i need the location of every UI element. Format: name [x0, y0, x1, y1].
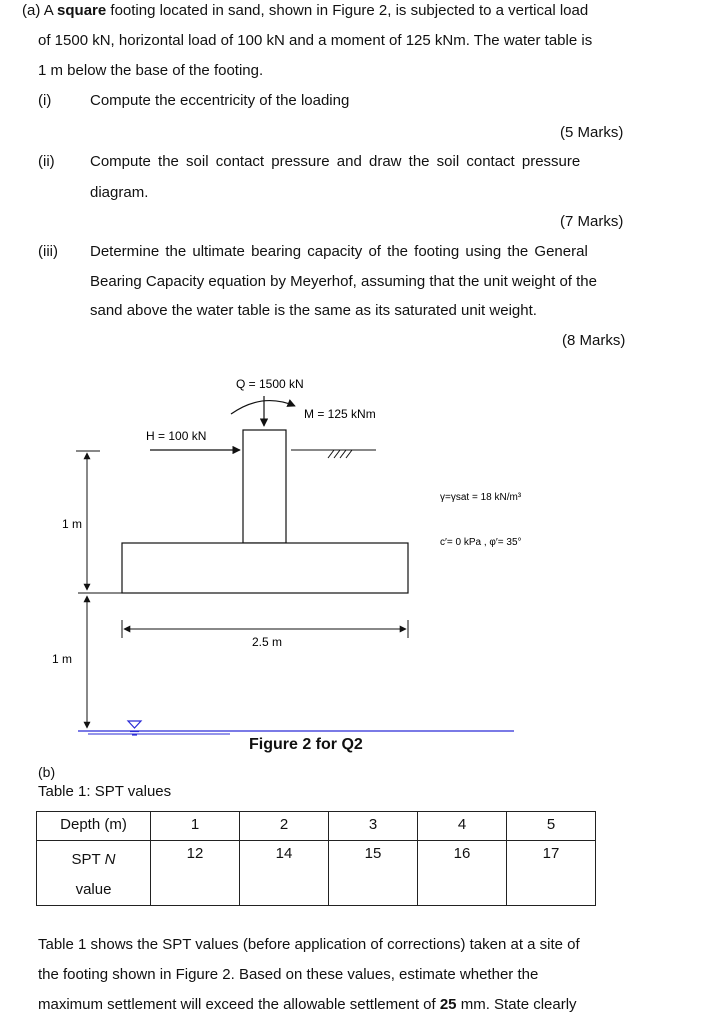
depth-cell: 5	[507, 812, 596, 841]
part-a-line1-pre: A	[43, 2, 58, 19]
part-b-para-line-2: the footing shown in Figure 2. Based on these values, estimate whether the	[38, 966, 539, 983]
spt-cell: 16	[418, 841, 507, 906]
part-a-line1-post: footing located in sand, shown in Figure 2, is subjected to a vertical load	[106, 2, 589, 19]
ground-hatching	[328, 450, 352, 458]
depth-1-label: 1 m	[62, 517, 83, 531]
depth-cell: 2	[240, 812, 329, 841]
width-label: 2.5 m	[252, 635, 283, 649]
spt-table	[36, 811, 596, 906]
depth-header: Depth (m)	[37, 812, 151, 841]
moment-arrow	[231, 401, 295, 414]
spt-header-line-2: value	[75, 881, 112, 898]
spt-cell: 12	[151, 841, 240, 906]
spt-header-line-1: SPT N	[71, 851, 116, 868]
item-ii-marks: (7 Marks)	[560, 213, 624, 230]
unit-weight-label: γ=γsat = 18 kN/m³	[440, 492, 522, 503]
part-a-line-2: of 1500 kN, horizontal load of 100 kN and a moment of 125 kNm. The water table is	[38, 32, 593, 49]
table-row	[37, 812, 596, 841]
para-line3-post: mm. State clearly	[456, 996, 577, 1013]
part-a-label: (a)	[22, 2, 41, 19]
item-i-number: (i)	[38, 92, 52, 109]
item-iii-number: (iii)	[38, 243, 58, 260]
figure-caption: Figure 2 for Q2	[249, 736, 363, 753]
spt-cell: 15	[329, 841, 418, 906]
part-a-line-3: 1 m below the base of the footing.	[38, 62, 264, 79]
item-i-marks: (5 Marks)	[560, 124, 624, 141]
water-table-icon	[128, 721, 141, 735]
depth-cell: 4	[418, 812, 507, 841]
part-b-para-line-1: Table 1 shows the SPT values (before application of corrections) taken at a site of	[38, 936, 580, 953]
footing-column	[243, 430, 286, 543]
table-title: Table 1: SPT values	[38, 783, 172, 800]
part-b-para-line-3	[38, 996, 577, 1013]
settlement-value: 25	[439, 996, 457, 1013]
item-iii-text-2: Bearing Capacity equation by Meyerhof, assuming that the unit weight of the	[90, 273, 597, 290]
depth-cell: 3	[329, 812, 418, 841]
square-emphasis: square	[57, 2, 107, 19]
h-load-label: H = 100 kN	[146, 429, 207, 443]
spt-cell: 17	[507, 841, 596, 906]
depth-2-label: 1 m	[52, 652, 73, 666]
part-a-line-1	[22, 2, 588, 19]
spt-cell: 14	[240, 841, 329, 906]
footing-base	[122, 543, 408, 593]
item-iii-text-3: sand above the water table is the same as its saturated unit weight.	[90, 302, 537, 319]
moment-label: M = 125 kNm	[304, 407, 376, 421]
part-b-label: (b)	[38, 764, 56, 780]
item-i-text: Compute the eccentricity of the loading	[90, 92, 350, 109]
spt-header	[37, 841, 151, 906]
item-iii-marks: (8 Marks)	[562, 332, 626, 349]
soil-parameters-label: c′= 0 kPa , φ′= 35°	[440, 537, 522, 548]
item-iii-text-1: Determine the ultimate bearing capacity of the footing using the General	[90, 243, 588, 260]
table-row	[37, 841, 596, 906]
item-ii-text-1: Compute the soil contact pressure and draw the soil contact pressure	[90, 153, 581, 170]
q-load-label: Q = 1500 kN	[236, 377, 304, 391]
para-line3-pre: maximum settlement will exceed the allowable settlement of	[38, 996, 440, 1013]
item-ii-number: (ii)	[38, 153, 55, 170]
figure-2-diagram	[0, 360, 711, 800]
depth-cell: 1	[151, 812, 240, 841]
item-ii-text-2: diagram.	[90, 184, 149, 201]
